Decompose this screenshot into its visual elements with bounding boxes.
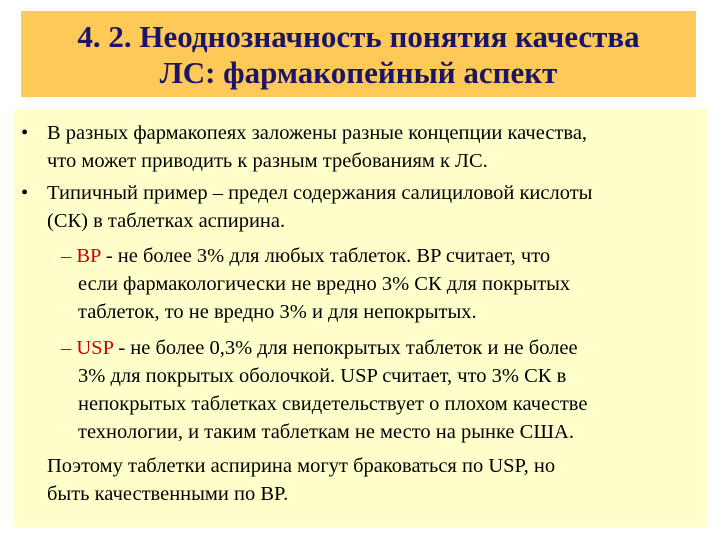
title-line-1: 4. 2. Неоднозначность понятия качества (77, 19, 640, 54)
sub-bullet-bp-line-2: если фармакологически не вредно 3% СК для покрытых (78, 273, 571, 295)
bullet-marker: • (21, 182, 29, 204)
sub-bullet-usp-line-2: 3% для покрытых оболочкой. USP считает, что 3% СК в (78, 365, 567, 387)
slide-content (13, 109, 707, 527)
bullet-1-line-2: что может приводить к разным требованиям к ЛС. (47, 150, 488, 172)
bullet-marker: • (21, 122, 29, 144)
conclusion-line-1: Поэтому таблетки аспирина могут браковаться по USP, но (47, 455, 556, 477)
pharmacopeia-label-usp: USP (76, 337, 114, 359)
conclusion-line-2: быть качественными по BP. (47, 483, 289, 505)
sub-bullet-bp-line-1: - не более 3% для любых таблеток. BP считает, что (100, 245, 551, 267)
sub-bullet-bp-line-3: таблеток, то не вредно 3% и для непокрытых. (78, 301, 477, 323)
sub-bullet-usp-line-4: технологии, и таким таблеткам не место на рынке США. (78, 421, 574, 443)
bullet-2-line-1: Типичный пример – предел содержания салициловой кислоты (47, 182, 593, 204)
pharmacopeia-label-bp: BP (76, 245, 101, 267)
bullet-1-line-1: В разных фармакопеях заложены разные концепции качества, (47, 122, 588, 144)
sub-bullet-bp (61, 242, 550, 270)
bullet-2-line-2: (СК) в таблетках аспирина. (47, 210, 286, 232)
dash-marker: – (61, 337, 72, 359)
sub-bullet-usp-line-3: непокрытых таблетках свидетельствует о плохом качестве (78, 393, 588, 415)
sub-bullet-usp (61, 334, 578, 362)
sub-bullet-usp-line-1: - не более 0,3% для непокрытых таблеток и не более (113, 337, 578, 359)
dash-marker: – (61, 245, 72, 267)
title-line-2: ЛС: фармакопейный аспект (159, 55, 558, 90)
slide-title (21, 11, 696, 97)
